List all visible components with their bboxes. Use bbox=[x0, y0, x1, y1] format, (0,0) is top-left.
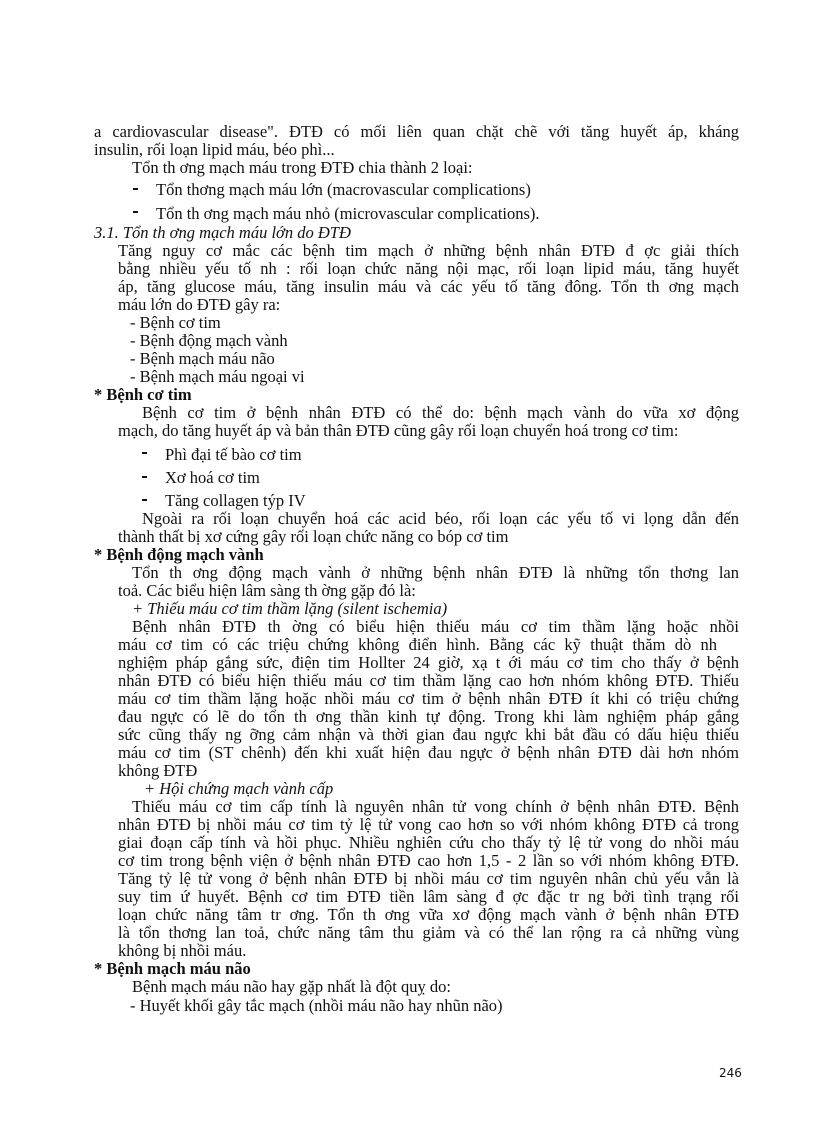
text-line: máu cơ tim thầm lặng hoặc nhồi máu cơ tim ở bệnh nhân ĐTĐ ít khi có triệu chứng bbox=[118, 689, 739, 708]
list-item: - Bệnh động mạch vành bbox=[130, 331, 288, 350]
text-line: nhân ĐTĐ có biểu hiện thiếu máu cơ tim thầm lặng cao hơn nhóm không ĐTĐ. Thiếu bbox=[118, 671, 739, 690]
text-line: áp, tăng glucose máu, tăng insulin máu và các yếu tố tăng đông. Tổn th ơng mạch bbox=[118, 277, 739, 296]
text-line: nhân ĐTĐ bị nhồi máu cơ tim tỷ lệ tử vong cao hơn so với nhóm không ĐTĐ cả trong bbox=[118, 815, 739, 834]
list-item: Phì đại tế bào cơ tim bbox=[165, 445, 302, 464]
text-line: Thiếu máu cơ tim cấp tính là nguyên nhân tử vong chính ở bệnh nhân ĐTĐ. Bệnh bbox=[132, 797, 739, 816]
text-line: đau ngực có lẽ do tổn th ơng thần kinh tự động. Trong khi làm nghiệm pháp gắng bbox=[118, 707, 739, 726]
list-item: Tăng collagen týp IV bbox=[165, 491, 306, 510]
text-line: sức cũng thấy ng ỡng cảm nhận và thời gian đau ngực khi bắt đầu có dấu hiệu thiếu bbox=[118, 725, 739, 744]
bullet-dash-icon bbox=[142, 499, 147, 501]
text-line: là tổn thơng lan toả, chức năng tâm thu giảm và có thể lan rộng ra cả những vùng bbox=[118, 923, 739, 942]
text-line: suy tim ứ huyết. Bệnh cơ tim ĐTĐ tiền lâm sàng đ ợc đặc tr ng bởi tình trạng rối bbox=[118, 887, 739, 906]
text-line: loạn chức năng tâm tr ơng. Tổn th ơng vữa xơ động mạch vành ở bệnh nhân ĐTĐ bbox=[118, 905, 739, 924]
bullet-dash-icon bbox=[142, 452, 147, 454]
text-line: máu cơ tim có các triệu chứng không điển hình. Bằng các kỹ thuật thăm dò nh bbox=[118, 635, 717, 654]
subsection-heading: * Bệnh mạch máu não bbox=[94, 959, 251, 978]
list-item: Tổn th ơng mạch máu nhỏ (microvascular complications). bbox=[156, 204, 540, 223]
section-heading: 3.1. Tổn th ơng mạch máu lớn do ĐTĐ bbox=[94, 223, 351, 242]
list-item: - Bệnh mạch máu não bbox=[130, 349, 275, 368]
text-line: a cardiovascular disease". ĐTĐ có mối liên quan chặt chẽ với tăng huyết áp, kháng bbox=[94, 122, 739, 141]
text-line: Tăng tỷ lệ tử vong ở bệnh nhân ĐTĐ bị nhồi máu cơ tim nguyên nhân chủ yếu vẫn là bbox=[118, 869, 739, 888]
text-line: cơ tim trong bệnh viện ở bệnh nhân ĐTĐ cao hơn 1,5 - 2 lần so với nhóm không ĐTĐ. bbox=[118, 851, 739, 870]
text-line: giai đoạn cấp tính và hồi phục. Nhiều nghiên cứu cho thấy tỷ lệ tử vong do nhồi máu bbox=[118, 833, 739, 852]
subsection-heading: * Bệnh cơ tim bbox=[94, 385, 192, 404]
bullet-dash-icon bbox=[133, 211, 138, 213]
text-line: Tổn th ơng mạch máu trong ĐTĐ chia thành 2 loại: bbox=[132, 158, 473, 177]
text-line: Bệnh nhân ĐTĐ th ờng có biểu hiện thiếu máu cơ tim thầm lặng hoặc nhồi bbox=[132, 617, 739, 636]
text-line: Tổn th ơng động mạch vành ở những bệnh nhân ĐTĐ là những tổn thơng lan bbox=[132, 563, 739, 582]
bullet-dash-icon bbox=[142, 476, 147, 478]
text-line: Tăng nguy cơ mắc các bệnh tim mạch ở những bệnh nhân ĐTĐ đ ợc giải thích bbox=[118, 241, 739, 260]
text-line: máu lớn do ĐTĐ gây ra: bbox=[118, 295, 281, 314]
list-item: Tổn thơng mạch máu lớn (macrovascular complications) bbox=[156, 180, 531, 199]
subsection-heading: + Hội chứng mạch vành cấp bbox=[144, 779, 334, 798]
list-item: - Huyết khối gây tắc mạch (nhồi máu não hay nhũn não) bbox=[130, 996, 503, 1015]
list-item: Xơ hoá cơ tim bbox=[165, 468, 260, 487]
subsection-heading: + Thiếu máu cơ tim thầm lặng (silent ischemia) bbox=[132, 599, 448, 618]
text-line: toả. Các biểu hiện lâm sàng th ờng gặp đó là: bbox=[118, 581, 416, 600]
bullet-dash-icon bbox=[133, 188, 138, 190]
text-line: Ngoài ra rối loạn chuyển hoá các acid béo, rối loạn các yếu tố vi lọng dẫn đến bbox=[142, 509, 739, 528]
text-line: bằng nhiều yếu tố nh : rối loạn chức năng nội mạc, rối loạn lipid máu, tăng huyết bbox=[118, 259, 739, 278]
list-item: - Bệnh mạch máu ngoại vi bbox=[130, 367, 305, 386]
text-line: nghiệm pháp gắng sức, điện tim Hollter 24 giờ, xạ t ới máu cơ tim cho thấy ở bệnh bbox=[118, 653, 739, 672]
subsection-heading: * Bệnh động mạch vành bbox=[94, 545, 264, 564]
text-line: không ĐTĐ bbox=[118, 761, 198, 780]
text-line: mạch, do tăng huyết áp và bản thân ĐTĐ cũng gây rối loạn chuyển hoá trong cơ tim: bbox=[118, 421, 679, 440]
text-line: insulin, rối loạn lipid máu, béo phì... bbox=[94, 140, 335, 159]
text-line: thành thất bị xơ cứng gây rối loạn chức năng co bóp cơ tim bbox=[118, 527, 509, 546]
text-line: Bệnh cơ tim ở bệnh nhân ĐTĐ có thể do: bệnh mạch vành do vữa xơ động bbox=[142, 403, 739, 422]
page-number: 246 bbox=[719, 1066, 742, 1080]
text-line: không bị nhồi máu. bbox=[118, 941, 247, 960]
list-item: - Bệnh cơ tim bbox=[130, 313, 221, 332]
text-line: máu cơ tim (ST chênh) đến khi xuất hiện đau ngực ở bệnh nhân ĐTĐ dài hơn nhóm bbox=[118, 743, 739, 762]
text-line: Bệnh mạch máu não hay gặp nhất là đột quỵ do: bbox=[132, 977, 451, 996]
